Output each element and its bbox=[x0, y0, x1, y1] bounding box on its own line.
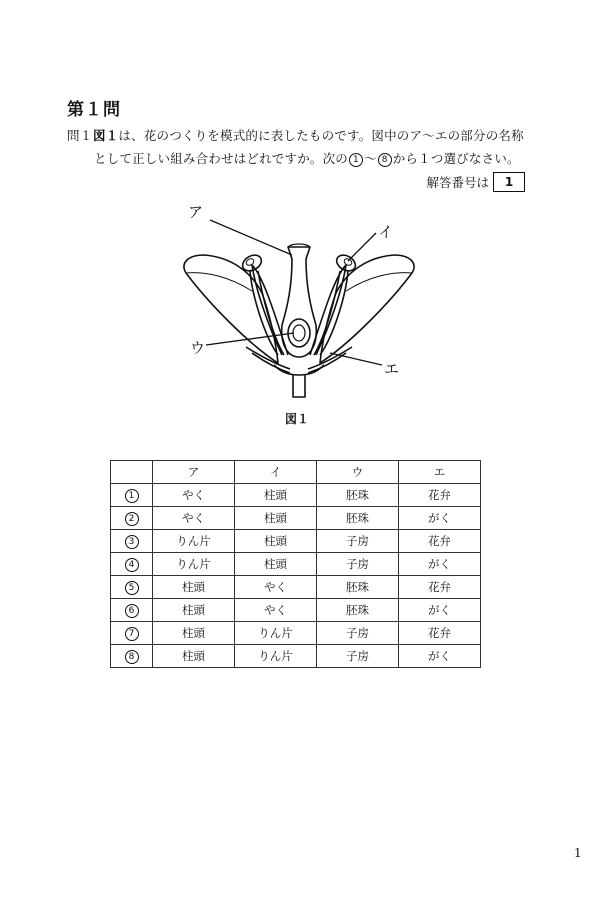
flower-diagram bbox=[170, 195, 430, 405]
table-row[interactable] bbox=[111, 622, 481, 645]
table-header-row bbox=[111, 461, 481, 484]
cell-u: 子房 bbox=[317, 622, 399, 645]
choice-number: 1 bbox=[125, 489, 139, 503]
question-text-1: は、花のつくりを模式的に表したものです。図中のア～エの部分の名称 bbox=[118, 128, 524, 143]
figure-reference: 図１ bbox=[93, 128, 119, 143]
cell-a: りん片 bbox=[153, 530, 235, 553]
header-u: ウ bbox=[317, 461, 399, 484]
answer-number-area bbox=[426, 172, 525, 192]
label-i: イ bbox=[378, 223, 394, 241]
choice-number: 4 bbox=[125, 558, 139, 572]
cell-e: 花弁 bbox=[399, 576, 481, 599]
cell-i: 柱頭 bbox=[235, 484, 317, 507]
cell-u: 胚珠 bbox=[317, 599, 399, 622]
choice-number: 8 bbox=[125, 650, 139, 664]
range-start-number: 1 bbox=[349, 153, 363, 167]
table-row[interactable] bbox=[111, 599, 481, 622]
table-row[interactable] bbox=[111, 576, 481, 599]
cell-e: がく bbox=[399, 553, 481, 576]
cell-u: 子房 bbox=[317, 645, 399, 668]
cell-a: やく bbox=[153, 507, 235, 530]
cell-a: 柱頭 bbox=[153, 645, 235, 668]
table-row[interactable] bbox=[111, 645, 481, 668]
cell-a: 柱頭 bbox=[153, 622, 235, 645]
header-a: ア bbox=[153, 461, 235, 484]
leader-a bbox=[210, 220, 292, 255]
cell-u: 胚珠 bbox=[317, 507, 399, 530]
cell-a: りん片 bbox=[153, 553, 235, 576]
header-blank bbox=[111, 461, 153, 484]
cell-i: やく bbox=[235, 576, 317, 599]
choice-number: 3 bbox=[125, 535, 139, 549]
leader-i bbox=[348, 233, 376, 261]
label-a: ア bbox=[188, 203, 204, 221]
cell-i: 柱頭 bbox=[235, 507, 317, 530]
stem bbox=[293, 375, 305, 397]
cell-a: やく bbox=[153, 484, 235, 507]
leader-u bbox=[206, 333, 294, 345]
cell-i: やく bbox=[235, 599, 317, 622]
question-line-1 bbox=[67, 126, 524, 144]
question-text-2b: から１つ選びなさい。 bbox=[392, 151, 520, 166]
table-row[interactable] bbox=[111, 484, 481, 507]
cell-u: 子房 bbox=[317, 553, 399, 576]
cell-e: がく bbox=[399, 645, 481, 668]
table-row[interactable] bbox=[111, 530, 481, 553]
cell-e: 花弁 bbox=[399, 484, 481, 507]
header-i: イ bbox=[235, 461, 317, 484]
question-line-2 bbox=[94, 149, 520, 167]
range-separator: ～ bbox=[364, 151, 377, 166]
page-number: 1 bbox=[574, 846, 582, 860]
cell-i: 柱頭 bbox=[235, 553, 317, 576]
label-e: エ bbox=[384, 360, 400, 378]
answer-label: 解答番号は bbox=[426, 175, 489, 190]
section-title: 第１問 bbox=[67, 100, 121, 120]
header-e: エ bbox=[399, 461, 481, 484]
cell-i: りん片 bbox=[235, 622, 317, 645]
range-end-number: 8 bbox=[378, 153, 392, 167]
sepal-right bbox=[308, 347, 352, 369]
sepal-left bbox=[246, 347, 290, 369]
answer-number-box[interactable]: 1 bbox=[493, 172, 525, 192]
cell-u: 胚珠 bbox=[317, 576, 399, 599]
question-text-2a: として正しい組み合わせはどれですか。次の bbox=[94, 151, 349, 166]
cell-u: 胚珠 bbox=[317, 484, 399, 507]
cell-u: 子房 bbox=[317, 530, 399, 553]
question-number: 問１ bbox=[67, 128, 93, 143]
table-row[interactable] bbox=[111, 507, 481, 530]
choice-number: 2 bbox=[125, 512, 139, 526]
cell-e: がく bbox=[399, 507, 481, 530]
cell-i: りん片 bbox=[235, 645, 317, 668]
figure-caption: 図１ bbox=[285, 412, 310, 426]
cell-i: 柱頭 bbox=[235, 530, 317, 553]
cell-a: 柱頭 bbox=[153, 576, 235, 599]
cell-e: 花弁 bbox=[399, 622, 481, 645]
choice-number: 5 bbox=[125, 581, 139, 595]
table-row[interactable] bbox=[111, 553, 481, 576]
choices-table bbox=[110, 460, 481, 668]
cell-e: がく bbox=[399, 599, 481, 622]
choice-number: 7 bbox=[125, 627, 139, 641]
label-u: ウ bbox=[190, 339, 206, 357]
cell-a: 柱頭 bbox=[153, 599, 235, 622]
cell-e: 花弁 bbox=[399, 530, 481, 553]
choice-number: 6 bbox=[125, 604, 139, 618]
